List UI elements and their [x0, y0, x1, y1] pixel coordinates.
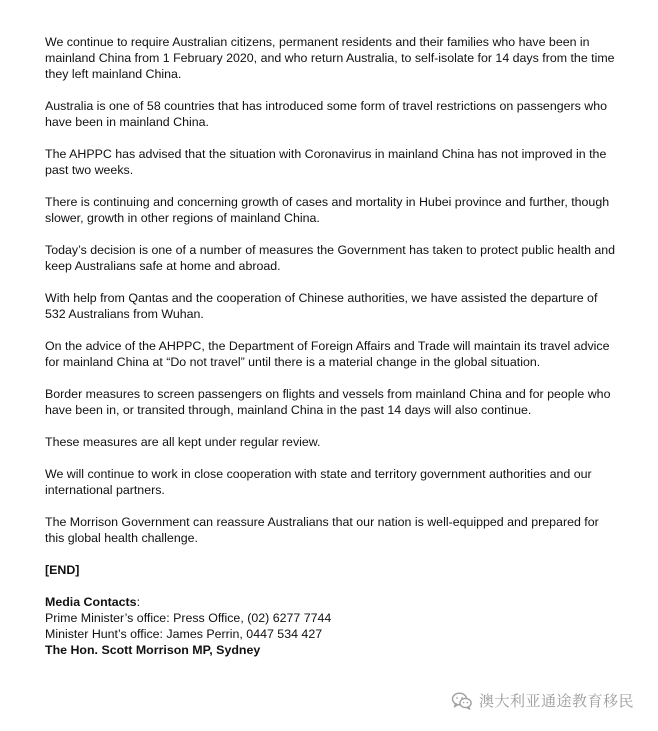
paragraph: With help from Qantas and the cooperation of Chinese authorities, we have assisted the departure of 532 Australians from Wuhan.	[45, 291, 598, 321]
media-contacts-heading-line	[45, 594, 620, 610]
watermark-text: 澳大利亚通途教育移民	[478, 692, 634, 710]
watermark	[451, 690, 634, 711]
end-marker: [END]	[45, 563, 80, 577]
media-contacts-colon: :	[136, 595, 141, 609]
paragraph: Border measures to screen passengers on flights and vessels from mainland China and for people who have been in, or transited through, mainland China in the past 14 days will also continue.	[45, 387, 611, 417]
media-contacts	[45, 594, 620, 658]
paragraph: The AHPPC has advised that the situation with Coronavirus in mainland China has not improved in the past two weeks.	[45, 147, 607, 177]
paragraph: There is continuing and concerning growth of cases and mortality in Hubei province and further, though slower, growth in other regions of mainland China.	[45, 195, 610, 225]
media-contacts-heading: Media Contacts	[45, 595, 137, 609]
paragraph: Today’s decision is one of a number of measures the Government has taken to protect public health and keep Australians safe at home and abroad.	[45, 243, 616, 273]
paragraph: Australia is one of 58 countries that has introduced some form of travel restrictions on passengers who have been in mainland China.	[45, 99, 607, 129]
paragraph: On the advice of the AHPPC, the Department of Foreign Affairs and Trade will maintain its travel advice for mainland China at “Do not travel” until there is a material change in the global situation.	[45, 339, 610, 369]
paragraph: We continue to require Australian citizens, permanent residents and their families who have been in mainland China from 1 February 2020, and who return Australia, to self-isolate for 14 days from the time they left mainland China.	[45, 35, 615, 81]
paragraph: We will continue to work in close cooperation with state and territory government authorities and our international partners.	[45, 467, 592, 497]
paragraph: The Morrison Government can reassure Australians that our nation is well-equipped and prepared for this global health challenge.	[45, 515, 599, 545]
media-release-body	[45, 34, 620, 658]
contact-hunt-office: Minister Hunt’s office: James Perrin, 0447 534 427	[45, 627, 323, 641]
signoff: The Hon. Scott Morrison MP, Sydney	[45, 643, 261, 657]
contact-pm-office: Prime Minister’s office: Press Office, (02) 6277 7744	[45, 611, 332, 625]
wechat-icon	[451, 691, 473, 711]
paragraph: These measures are all kept under regular review.	[45, 435, 321, 449]
